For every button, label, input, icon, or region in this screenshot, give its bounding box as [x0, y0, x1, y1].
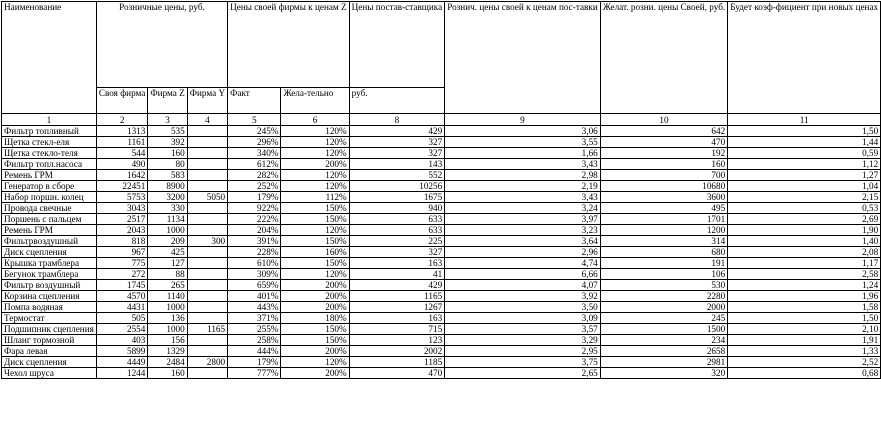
cell-supply-price: 327	[349, 137, 445, 148]
table-row	[2, 225, 881, 236]
column-number: 8	[349, 114, 445, 126]
cell-fact: 391%	[228, 236, 281, 247]
cell-desired-price: 642	[600, 126, 727, 137]
cell-desired-price: 2658	[600, 346, 727, 357]
cell-own-price: 272	[96, 269, 148, 280]
cell-firm-y	[187, 159, 227, 170]
cell-firm-z: 160	[148, 148, 187, 159]
cell-supply-price: 940	[349, 203, 445, 214]
cell-firm-z: 156	[148, 335, 187, 346]
cell-own-price: 775	[96, 258, 148, 269]
cell-desired-price: 106	[600, 269, 727, 280]
cell-firm-z: 3200	[148, 192, 187, 203]
cell-desired-price: 1701	[600, 214, 727, 225]
cell-desired-price: 2981	[600, 357, 727, 368]
cell-supply-price: 470	[349, 368, 445, 379]
cell-coefficient: 1,50	[728, 313, 881, 324]
subheader-firm-y: Фирма Y	[187, 88, 227, 114]
cell-own-price: 5899	[96, 346, 148, 357]
cell-firm-z: 1134	[148, 214, 187, 225]
cell-coefficient: 1,91	[728, 335, 881, 346]
cell-fact: 612%	[228, 159, 281, 170]
cell-supply-price: 10256	[349, 181, 445, 192]
cell-name: Помпа водяная	[2, 302, 97, 313]
cell-own-price: 1745	[96, 280, 148, 291]
cell-supply-price: 715	[349, 324, 445, 335]
cell-retail-ratio: 3,29	[445, 335, 601, 346]
header-desired-retail: Желат. розни. цены Своей, руб.	[600, 2, 727, 114]
cell-own-price: 4449	[96, 357, 148, 368]
cell-own-price: 2517	[96, 214, 148, 225]
header-row	[2, 2, 881, 88]
cell-name: Щетка стекло-теля	[2, 148, 97, 159]
cell-desired-price: 2000	[600, 302, 727, 313]
cell-fact: 610%	[228, 258, 281, 269]
cell-coefficient: 0,68	[728, 368, 881, 379]
table-row	[2, 258, 881, 269]
cell-coefficient: 1,12	[728, 159, 881, 170]
table-row	[2, 368, 881, 379]
cell-supply-price: 327	[349, 148, 445, 159]
cell-fact: 922%	[228, 203, 281, 214]
cell-fact: 228%	[228, 247, 281, 258]
cell-firm-z: 127	[148, 258, 187, 269]
cell-coefficient: 2,10	[728, 324, 881, 335]
cell-supply-price: 327	[349, 247, 445, 258]
cell-supply-price: 429	[349, 126, 445, 137]
cell-desired-price: 470	[600, 137, 727, 148]
column-number: 4	[187, 114, 227, 126]
cell-desired-price: 530	[600, 280, 727, 291]
cell-retail-ratio: 3,55	[445, 137, 601, 148]
column-number: 1	[2, 114, 97, 126]
cell-firm-z: 160	[148, 368, 187, 379]
table-row	[2, 357, 881, 368]
table-row	[2, 137, 881, 148]
cell-supply-price: 1165	[349, 291, 445, 302]
cell-coefficient: 0,59	[728, 148, 881, 159]
subheader-rub: руб.	[349, 88, 445, 114]
cell-firm-z: 265	[148, 280, 187, 291]
cell-supply-price: 2002	[349, 346, 445, 357]
cell-fact: 659%	[228, 280, 281, 291]
cell-supply-price: 633	[349, 214, 445, 225]
cell-desired-ratio: 150%	[281, 236, 349, 247]
cell-firm-y	[187, 335, 227, 346]
cell-own-price: 2554	[96, 324, 148, 335]
cell-desired-ratio: 150%	[281, 258, 349, 269]
cell-own-price: 4570	[96, 291, 148, 302]
subheader-own-firm: Своя фирма	[96, 88, 148, 114]
cell-retail-ratio: 1,66	[445, 148, 601, 159]
table-row	[2, 126, 881, 137]
cell-retail-ratio: 3,64	[445, 236, 601, 247]
cell-firm-y	[187, 291, 227, 302]
cell-fact: 340%	[228, 148, 281, 159]
table-row	[2, 236, 881, 247]
cell-desired-price: 160	[600, 159, 727, 170]
cell-fact: 777%	[228, 368, 281, 379]
subheader-fact: Факт	[228, 88, 281, 114]
cell-firm-y	[187, 247, 227, 258]
column-number-row	[2, 114, 881, 126]
cell-firm-y	[187, 181, 227, 192]
cell-coefficient: 2,08	[728, 247, 881, 258]
cell-own-price: 490	[96, 159, 148, 170]
cell-firm-z: 1000	[148, 302, 187, 313]
cell-name: Фара левая	[2, 346, 97, 357]
cell-desired-ratio: 150%	[281, 335, 349, 346]
cell-fact: 255%	[228, 324, 281, 335]
cell-firm-y	[187, 148, 227, 159]
cell-desired-ratio: 120%	[281, 269, 349, 280]
cell-firm-y	[187, 280, 227, 291]
cell-coefficient: 1,96	[728, 291, 881, 302]
cell-own-price: 22451	[96, 181, 148, 192]
cell-desired-ratio: 120%	[281, 225, 349, 236]
cell-retail-ratio: 2,98	[445, 170, 601, 181]
cell-firm-y	[187, 346, 227, 357]
cell-retail-ratio: 3,09	[445, 313, 601, 324]
cell-retail-ratio: 3,50	[445, 302, 601, 313]
cell-firm-y: 2800	[187, 357, 227, 368]
table-row	[2, 192, 881, 203]
cell-firm-y	[187, 214, 227, 225]
cell-retail-ratio: 3,97	[445, 214, 601, 225]
column-number: 9	[445, 114, 601, 126]
cell-desired-price: 245	[600, 313, 727, 324]
cell-desired-ratio: 112%	[281, 192, 349, 203]
cell-desired-ratio: 120%	[281, 137, 349, 148]
price-table	[1, 1, 881, 379]
cell-firm-z: 136	[148, 313, 187, 324]
cell-retail-ratio: 2,96	[445, 247, 601, 258]
cell-fact: 282%	[228, 170, 281, 181]
cell-firm-z: 425	[148, 247, 187, 258]
column-number: 11	[728, 114, 881, 126]
column-number: 5	[228, 114, 281, 126]
cell-supply-price: 1185	[349, 357, 445, 368]
cell-supply-price: 1267	[349, 302, 445, 313]
cell-name: Ремень ГРМ	[2, 170, 97, 181]
cell-firm-z: 583	[148, 170, 187, 181]
cell-desired-ratio: 150%	[281, 324, 349, 335]
cell-desired-ratio: 200%	[281, 280, 349, 291]
cell-supply-price: 41	[349, 269, 445, 280]
header-own-prices-ratio: Цены своей фирмы к ценам Z	[228, 2, 350, 88]
cell-supply-price: 552	[349, 170, 445, 181]
cell-firm-z: 80	[148, 159, 187, 170]
cell-retail-ratio: 2,95	[445, 346, 601, 357]
cell-desired-ratio: 200%	[281, 302, 349, 313]
cell-firm-z: 535	[148, 126, 187, 137]
cell-name: Чехол шруса	[2, 368, 97, 379]
cell-desired-ratio: 200%	[281, 368, 349, 379]
cell-desired-ratio: 200%	[281, 346, 349, 357]
cell-name: Генератор в сборе	[2, 181, 97, 192]
cell-coefficient: 1,40	[728, 236, 881, 247]
cell-desired-ratio: 120%	[281, 148, 349, 159]
cell-name: Крышка трамблера	[2, 258, 97, 269]
cell-coefficient: 2,69	[728, 214, 881, 225]
cell-own-price: 967	[96, 247, 148, 258]
cell-firm-z: 8900	[148, 181, 187, 192]
cell-retail-ratio: 3,75	[445, 357, 601, 368]
table-row	[2, 302, 881, 313]
cell-firm-y	[187, 313, 227, 324]
cell-firm-z: 88	[148, 269, 187, 280]
cell-supply-price: 123	[349, 335, 445, 346]
cell-name: Бегунок трамблера	[2, 269, 97, 280]
cell-firm-z: 330	[148, 203, 187, 214]
cell-desired-price: 10680	[600, 181, 727, 192]
table-row	[2, 291, 881, 302]
cell-retail-ratio: 2,65	[445, 368, 601, 379]
cell-name: Подшипник сцепления	[2, 324, 97, 335]
table-row	[2, 170, 881, 181]
cell-desired-ratio: 200%	[281, 291, 349, 302]
cell-own-price: 5753	[96, 192, 148, 203]
cell-desired-ratio: 120%	[281, 181, 349, 192]
cell-name: Фильтр воздушный	[2, 280, 97, 291]
cell-fact: 204%	[228, 225, 281, 236]
table-row	[2, 214, 881, 225]
cell-fact: 179%	[228, 357, 281, 368]
cell-coefficient: 1,90	[728, 225, 881, 236]
cell-name: Набор поршн. колец	[2, 192, 97, 203]
cell-retail-ratio: 4,07	[445, 280, 601, 291]
cell-name: Фильтр топл.насоса	[2, 159, 97, 170]
cell-desired-price: 680	[600, 247, 727, 258]
cell-retail-ratio: 4,74	[445, 258, 601, 269]
cell-own-price: 505	[96, 313, 148, 324]
cell-desired-ratio: 120%	[281, 170, 349, 181]
cell-firm-y	[187, 126, 227, 137]
cell-desired-price: 3600	[600, 192, 727, 203]
cell-fact: 443%	[228, 302, 281, 313]
table-row	[2, 346, 881, 357]
cell-coefficient: 0,53	[728, 203, 881, 214]
cell-firm-y: 5050	[187, 192, 227, 203]
cell-coefficient: 1,24	[728, 280, 881, 291]
subheader-desired: Жела-тельно	[281, 88, 349, 114]
cell-fact: 371%	[228, 313, 281, 324]
cell-name: Шланг тормозной	[2, 335, 97, 346]
table-row	[2, 181, 881, 192]
cell-firm-y	[187, 368, 227, 379]
cell-coefficient: 1,33	[728, 346, 881, 357]
header-supplier-prices: Цены постав-ставщика	[349, 2, 445, 88]
cell-desired-ratio: 120%	[281, 357, 349, 368]
cell-desired-price: 234	[600, 335, 727, 346]
cell-coefficient: 1,27	[728, 170, 881, 181]
cell-coefficient: 2,15	[728, 192, 881, 203]
cell-firm-z: 2484	[148, 357, 187, 368]
cell-firm-y	[187, 170, 227, 181]
cell-desired-price: 495	[600, 203, 727, 214]
cell-own-price: 2043	[96, 225, 148, 236]
cell-own-price: 1161	[96, 137, 148, 148]
cell-name: Диск сцепления	[2, 357, 97, 368]
cell-firm-y	[187, 225, 227, 236]
cell-firm-z: 392	[148, 137, 187, 148]
cell-supply-price: 163	[349, 258, 445, 269]
table-row	[2, 148, 881, 159]
cell-desired-price: 192	[600, 148, 727, 159]
cell-supply-price: 225	[349, 236, 445, 247]
cell-supply-price: 1675	[349, 192, 445, 203]
cell-coefficient: 1,04	[728, 181, 881, 192]
cell-desired-price: 2280	[600, 291, 727, 302]
cell-coefficient: 1,44	[728, 137, 881, 148]
cell-retail-ratio: 3,92	[445, 291, 601, 302]
cell-retail-ratio: 3,43	[445, 159, 601, 170]
column-number: 6	[281, 114, 349, 126]
cell-retail-ratio: 6,66	[445, 269, 601, 280]
subheader-firm-z: Фирма Z	[148, 88, 187, 114]
cell-fact: 309%	[228, 269, 281, 280]
cell-name: Фильтр топливный	[2, 126, 97, 137]
cell-desired-price: 320	[600, 368, 727, 379]
table-row	[2, 159, 881, 170]
cell-firm-z: 1000	[148, 324, 187, 335]
cell-fact: 258%	[228, 335, 281, 346]
cell-name: Термостат	[2, 313, 97, 324]
cell-desired-price: 1200	[600, 225, 727, 236]
cell-name: Провода свечные	[2, 203, 97, 214]
cell-own-price: 403	[96, 335, 148, 346]
cell-coefficient: 1,50	[728, 126, 881, 137]
column-number: 3	[148, 114, 187, 126]
cell-retail-ratio: 2,19	[445, 181, 601, 192]
cell-firm-y	[187, 203, 227, 214]
cell-own-price: 4431	[96, 302, 148, 313]
cell-desired-ratio: 200%	[281, 159, 349, 170]
cell-name: Фильтрвоздушный	[2, 236, 97, 247]
header-retail-prices: Розничные цены, руб.	[96, 2, 227, 88]
header-name: Наименование	[2, 2, 97, 114]
cell-fact: 444%	[228, 346, 281, 357]
cell-desired-ratio: 150%	[281, 214, 349, 225]
table-row	[2, 280, 881, 291]
header-new-coefficient: Будет коэф-фициент при новых ценах	[728, 2, 881, 114]
table-row	[2, 313, 881, 324]
cell-fact: 245%	[228, 126, 281, 137]
cell-name: Диск сцепления	[2, 247, 97, 258]
table-row	[2, 269, 881, 280]
header-retail-to-supply: Рознич. цены своей к ценам пос-тавки	[445, 2, 601, 114]
cell-own-price: 544	[96, 148, 148, 159]
table-row	[2, 335, 881, 346]
cell-fact: 222%	[228, 214, 281, 225]
cell-supply-price: 633	[349, 225, 445, 236]
cell-firm-z: 209	[148, 236, 187, 247]
cell-name: Корзина сцепления	[2, 291, 97, 302]
cell-retail-ratio: 3,57	[445, 324, 601, 335]
cell-own-price: 818	[96, 236, 148, 247]
cell-name: Поршень с пальцем	[2, 214, 97, 225]
cell-firm-y	[187, 258, 227, 269]
cell-desired-ratio: 180%	[281, 313, 349, 324]
column-number: 10	[600, 114, 727, 126]
cell-fact: 252%	[228, 181, 281, 192]
cell-own-price: 3043	[96, 203, 148, 214]
cell-supply-price: 143	[349, 159, 445, 170]
cell-firm-y: 1165	[187, 324, 227, 335]
cell-coefficient: 1,17	[728, 258, 881, 269]
table-row	[2, 203, 881, 214]
cell-desired-price: 191	[600, 258, 727, 269]
cell-retail-ratio: 3,06	[445, 126, 601, 137]
cell-firm-y	[187, 302, 227, 313]
cell-desired-price: 1500	[600, 324, 727, 335]
cell-firm-y	[187, 137, 227, 148]
cell-own-price: 1642	[96, 170, 148, 181]
cell-fact: 179%	[228, 192, 281, 203]
cell-firm-y: 300	[187, 236, 227, 247]
cell-own-price: 1313	[96, 126, 148, 137]
cell-fact: 296%	[228, 137, 281, 148]
cell-retail-ratio: 3,24	[445, 203, 601, 214]
cell-coefficient: 2,58	[728, 269, 881, 280]
cell-own-price: 1244	[96, 368, 148, 379]
cell-name: Ремень ГРМ	[2, 225, 97, 236]
cell-supply-price: 163	[349, 313, 445, 324]
table-row	[2, 324, 881, 335]
cell-fact: 401%	[228, 291, 281, 302]
cell-retail-ratio: 3,43	[445, 192, 601, 203]
cell-desired-ratio: 120%	[281, 126, 349, 137]
column-number: 2	[96, 114, 148, 126]
cell-retail-ratio: 3,23	[445, 225, 601, 236]
cell-supply-price: 429	[349, 280, 445, 291]
cell-firm-z: 1329	[148, 346, 187, 357]
cell-desired-ratio: 150%	[281, 203, 349, 214]
cell-coefficient: 1,58	[728, 302, 881, 313]
cell-desired-price: 700	[600, 170, 727, 181]
cell-desired-price: 314	[600, 236, 727, 247]
cell-desired-ratio: 160%	[281, 247, 349, 258]
cell-coefficient: 2,52	[728, 357, 881, 368]
cell-firm-z: 1140	[148, 291, 187, 302]
cell-firm-z: 1000	[148, 225, 187, 236]
cell-name: Щетка стекл-еля	[2, 137, 97, 148]
cell-firm-y	[187, 269, 227, 280]
table-row	[2, 247, 881, 258]
